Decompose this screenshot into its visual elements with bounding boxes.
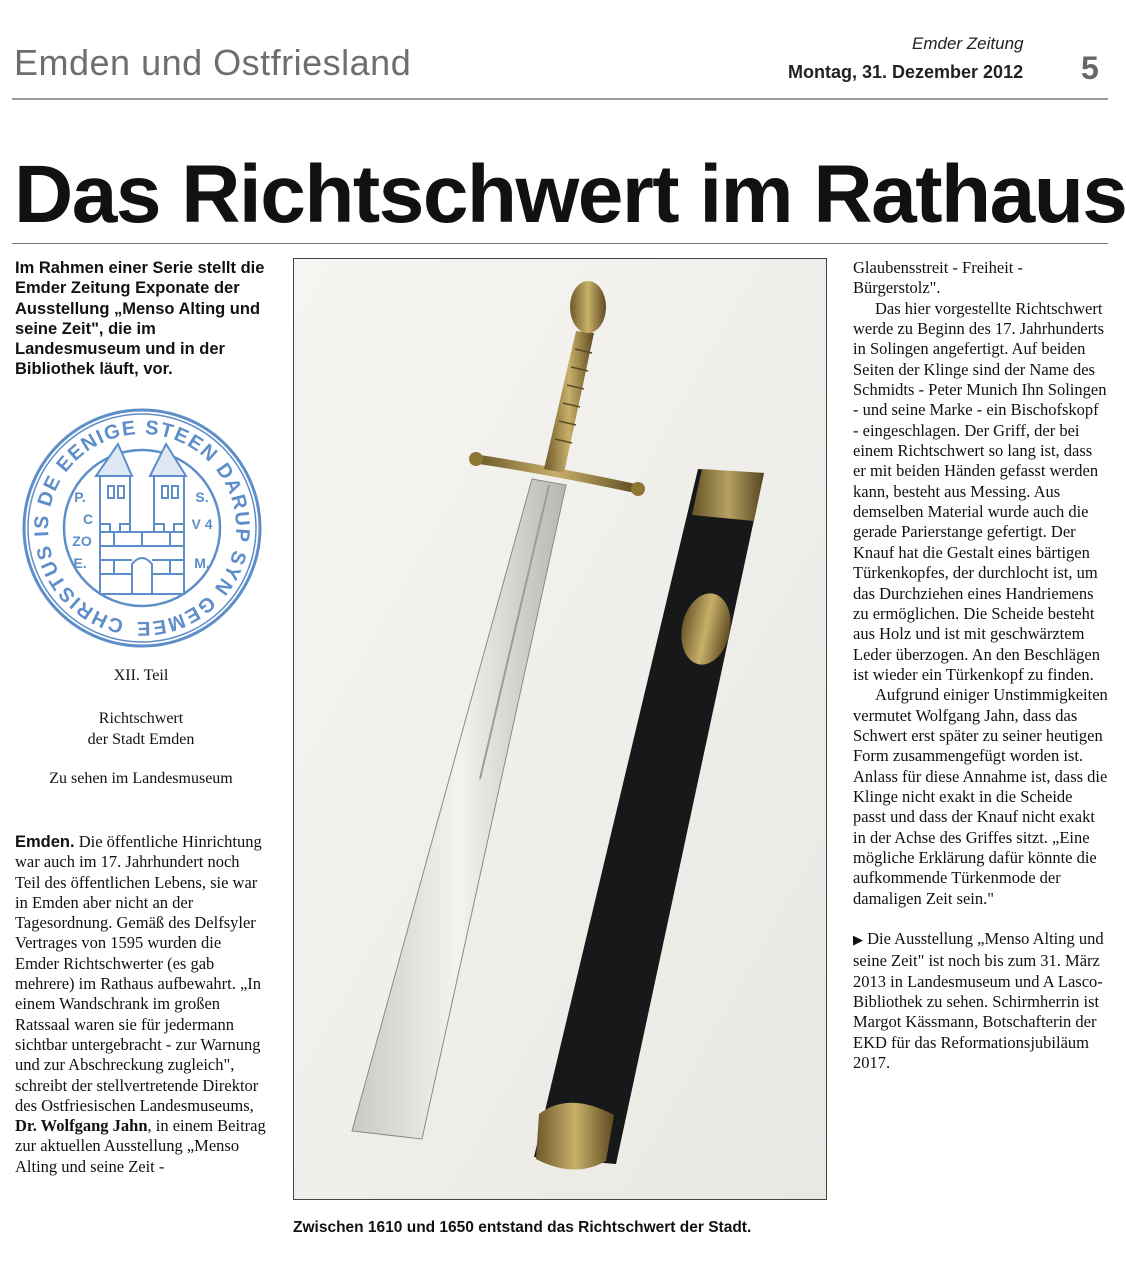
newspaper-name: Emder Zeitung bbox=[912, 34, 1024, 53]
series-intro: Im Rahmen einer Serie stellt die Emder Zeitung Exponate der Ausstellung „Menso Alting und seine Zeit", die im Landesmuseum und in der Bibliothek läuft, vor. bbox=[15, 259, 265, 379]
sword-photo bbox=[293, 258, 827, 1200]
series-title-line: Richtschwert bbox=[98, 710, 184, 727]
section-title: Emden und Ostfriesland bbox=[14, 42, 412, 83]
header-divider bbox=[12, 98, 1108, 100]
article-headline: Das Richtschwert im Rathaus bbox=[14, 149, 1126, 240]
seal-letter: S. bbox=[195, 489, 209, 505]
exhibition-note: Die Ausstellung „Menso Alting und seine Zeit" ist noch bis zum 31. März 2013 in Landesmuseum und A Lasco-Bibliothek zu sehen. Schirmherrin ist Margot Kässmann, Botschafterin der EKD für das Reformationsjubiläum 2017. bbox=[853, 929, 1104, 1073]
seal-letter: M. bbox=[194, 555, 210, 571]
series-title bbox=[16, 708, 266, 750]
series-title-line: der Stadt Emden bbox=[87, 731, 195, 748]
issue-date: Montag, 31. Dezember 2012 bbox=[788, 62, 1024, 82]
headline-divider bbox=[12, 243, 1108, 244]
article-paragraph: Das hier vorgestellte Richtschwert werde zu Beginn des 17. Jahrhunderts in Solingen angefertigt. Auf beiden Seiten der Klinge sind der Name des Schmidts - Peter Munich Ihn Solingen - und seine Marke - ein Bischofskopf - eingeschlagen. Der Griff, der bei einem Richtschwert so lang ist, dass er mit beiden Händen gefasst werden kann, besteht aus Messing. Aus demselben Material wurde auch die gerade Parierstange gefertigt. Der Knauf hat die Gestalt eines bärtigen Türkenkopfes, der durchlocht ist, um das Durchziehen eines Handriemens zu ermöglichen. Die Scheide besteht aus Holz und ist mit geschwärztem Leder überzogen. An den Beschlägen ist wieder ein Türkenkopf zu finden. bbox=[853, 298, 1107, 684]
series-part: XII. Teil bbox=[113, 667, 169, 684]
article-paragraph: Aufgrund einiger Unstimmigkeiten vermutet Wolfgang Jahn, dass das Schwert erst später zu seiner heutigen Form zusammengefügt worden ist. Anlass für diese Annahme ist, dass die Klinge nicht exakt in die Scheide passt und dass der Knauf nicht exakt in der Achse des Griffes sitzt. „Eine mögliche Erklärung dafür könnte die aufkommende Türkenmode der damaligen Zeit sein." bbox=[853, 685, 1108, 908]
seal-ring-text: CHRISTUS IS DE EENIGE STEEN DARUP SYN GEMEE bbox=[30, 416, 254, 640]
series-location: Zu sehen im Landesmuseum bbox=[49, 770, 233, 787]
seal-letter: C bbox=[82, 511, 94, 527]
article-body-left bbox=[15, 832, 267, 1177]
article-body-right bbox=[853, 258, 1108, 1073]
article-paragraph: Die öffentliche Hinrichtung war auch im 17. Jahrhundert noch Teil des öffentlichen Lebens, sie war in Emden aber nicht an der Tagesordnung. Gemäß des Delfsyler Vertrages von 1595 wurden die Emder Richtschwerter (es gab mehrere) im Rathaus aufbewahrt. „In einem Wandschrank im großen Ratssaal waren sie für jedermann sichtbar untergebracht - zur Warnung und zur Abschreckung zugleich", schreibt der stellvertretende Direktor des Ostfriesischen Landesmuseums, bbox=[15, 832, 262, 1115]
menso-alting-seal bbox=[18, 404, 266, 656]
author-name: Dr. Wolfgang Jahn bbox=[15, 1116, 148, 1136]
article-paragraph: , in einem Beitrag zur aktuellen Ausstellung „Menso Alting und seine Zeit - bbox=[15, 1116, 266, 1176]
seal-letter: V 4 bbox=[191, 516, 213, 532]
seal-letter: E. bbox=[73, 555, 87, 571]
triangle-bullet-icon: ▶ bbox=[853, 933, 863, 948]
dateline: Emden. bbox=[15, 833, 75, 851]
seal-letter: P. bbox=[74, 489, 86, 505]
article-paragraph: Glaubensstreit - Freiheit - Bürgerstolz". bbox=[853, 258, 1023, 298]
page-number: 5 bbox=[1081, 50, 1099, 86]
photo-caption: Zwischen 1610 und 1650 entstand das Richtschwert der Stadt. bbox=[293, 1219, 752, 1236]
seal-letter: ZO bbox=[72, 533, 92, 549]
